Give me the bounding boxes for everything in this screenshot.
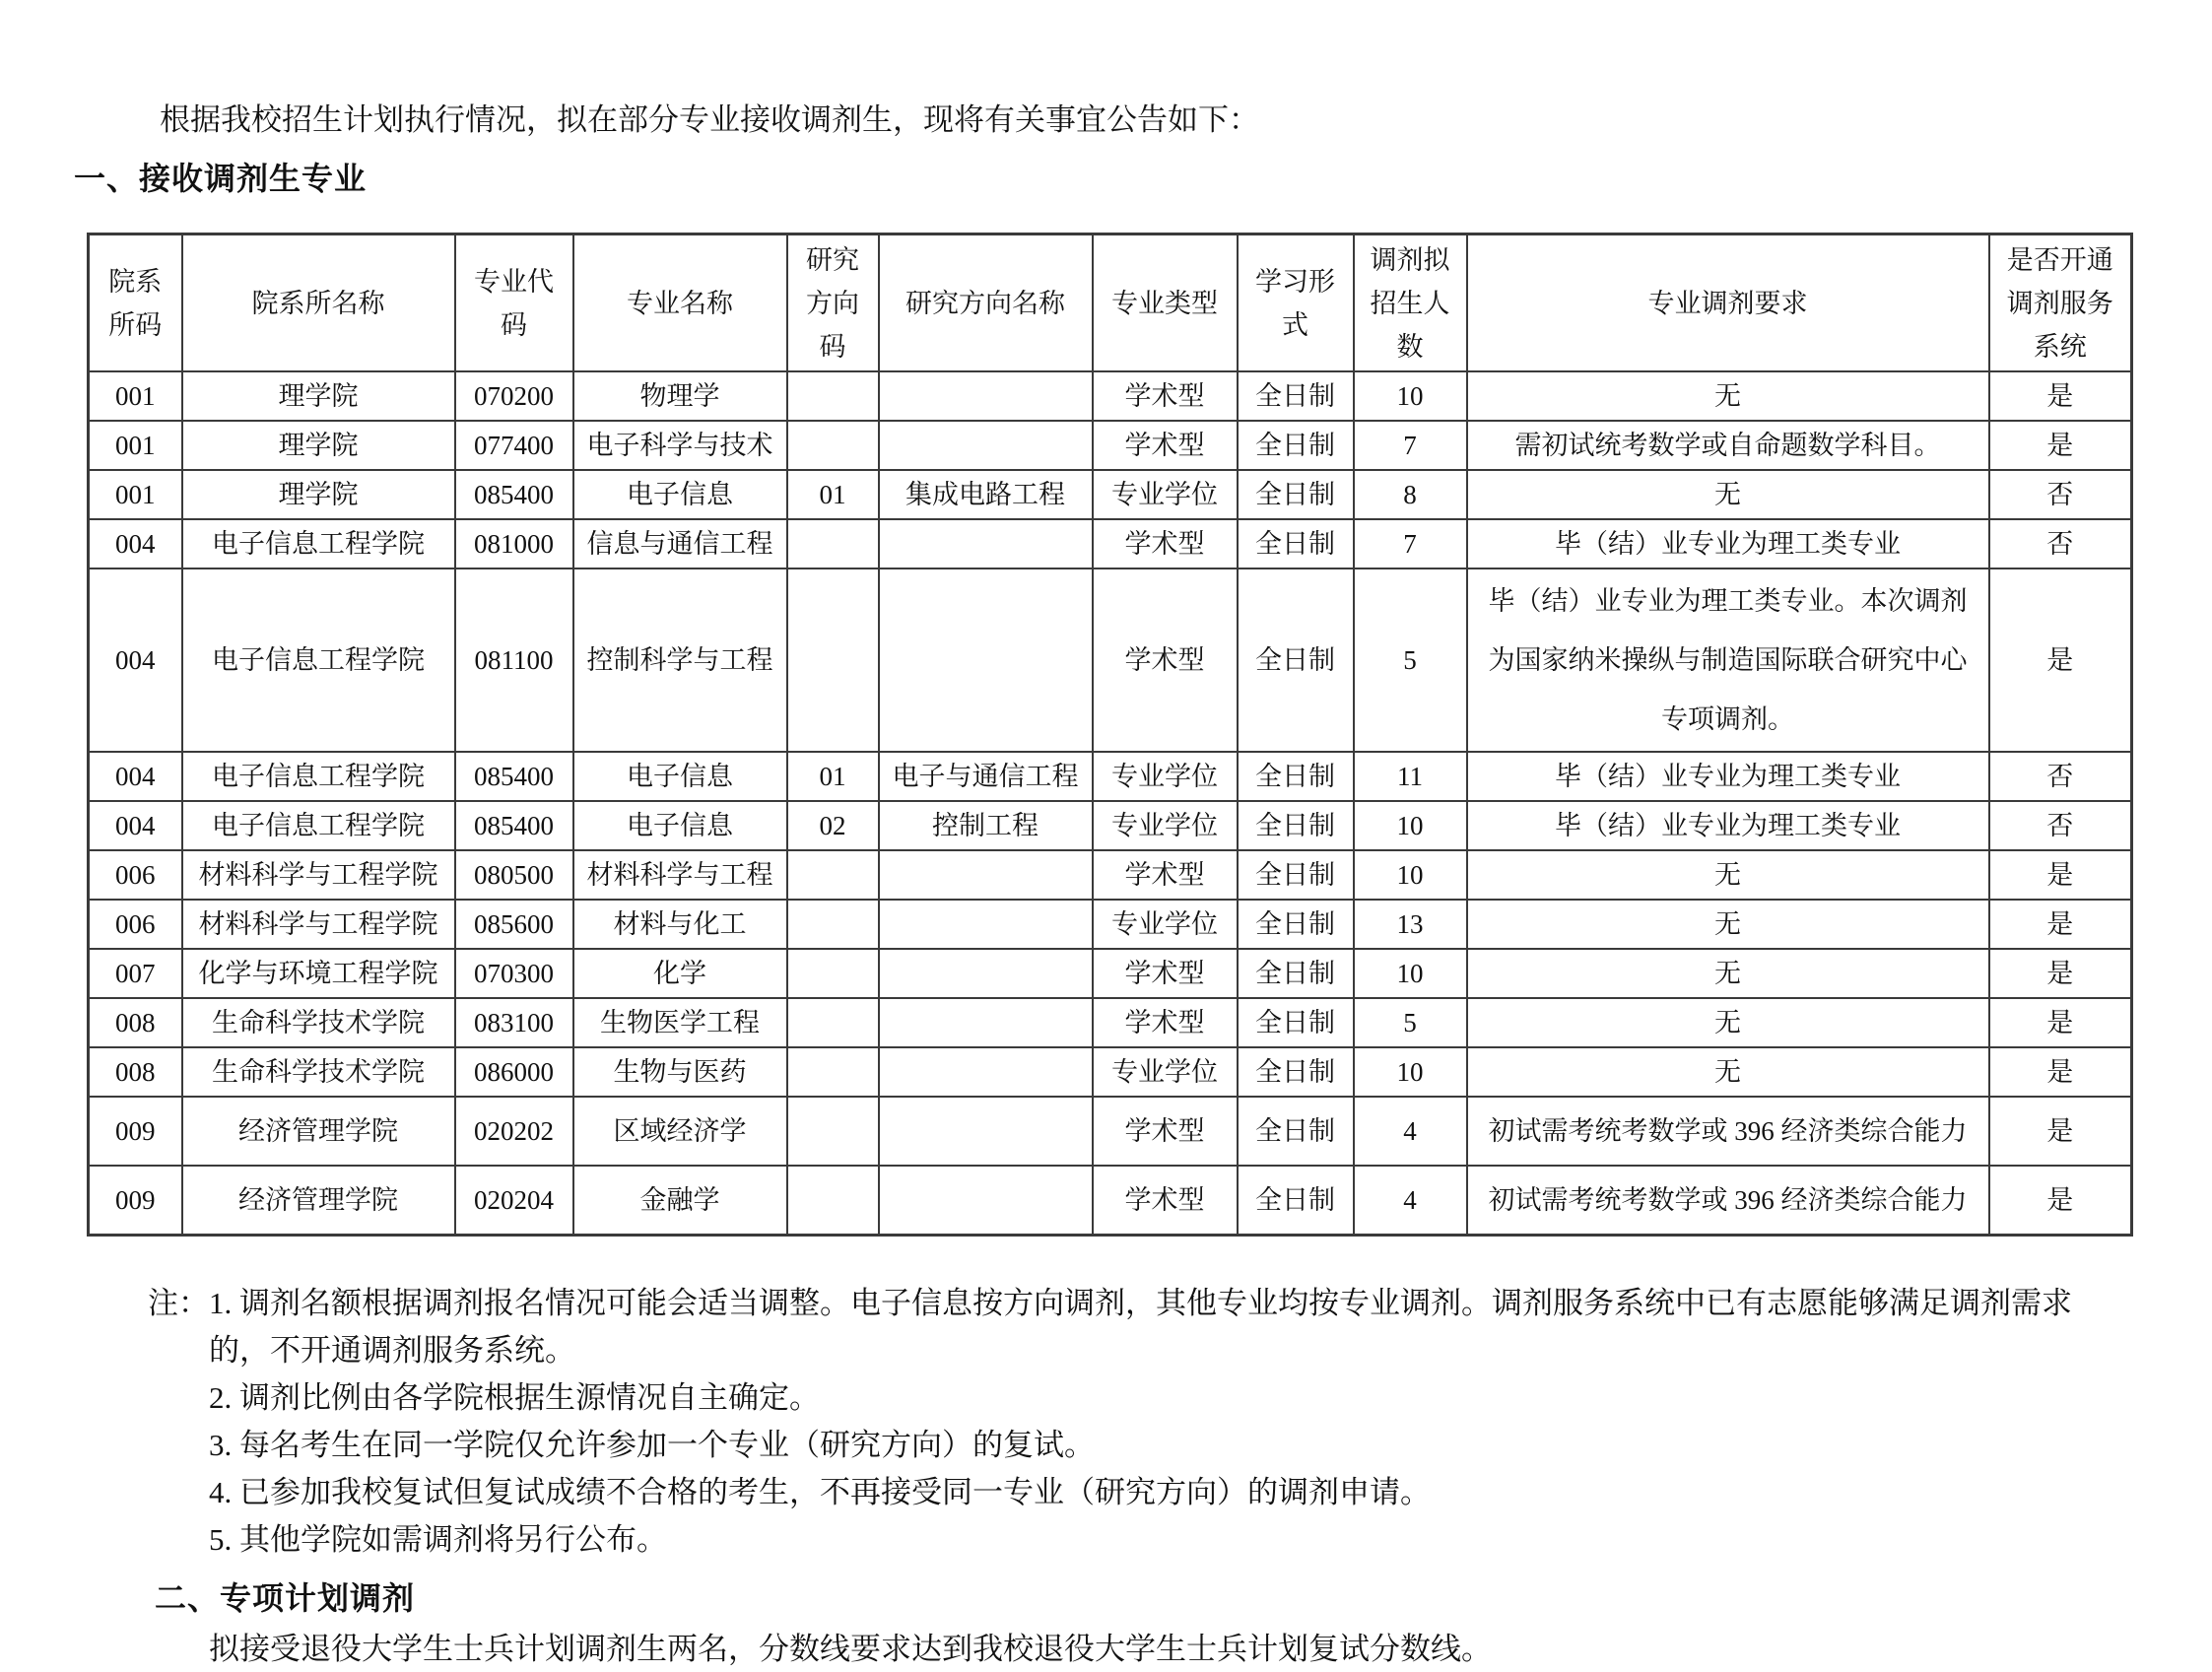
section2-paragraph: 拟接受退役大学生士兵计划调剂生两名，分数线要求达到我校退役大学生士兵计划复试分数线。 xyxy=(209,1632,1492,1666)
table-cell: 020202 xyxy=(455,1097,573,1166)
table-cell xyxy=(879,900,1093,949)
table-cell: 01 xyxy=(787,470,879,519)
table-cell: 电子信息工程学院 xyxy=(182,568,455,752)
table-cell: 电子信息 xyxy=(573,801,787,850)
table-cell: 085400 xyxy=(455,752,573,801)
table-cell: 无 xyxy=(1467,998,1989,1047)
table-cell xyxy=(879,1166,1093,1236)
table-cell xyxy=(787,850,879,900)
table-cell: 化学 xyxy=(573,949,787,998)
table-cell: 7 xyxy=(1354,519,1467,568)
table-cell: 材料科学与工程学院 xyxy=(182,900,455,949)
table-cell: 009 xyxy=(89,1166,182,1236)
table-cell: 13 xyxy=(1354,900,1467,949)
table-cell: 无 xyxy=(1467,900,1989,949)
table-cell: 004 xyxy=(89,568,182,752)
table-cell: 070300 xyxy=(455,949,573,998)
table-cell: 085600 xyxy=(455,900,573,949)
table-cell: 008 xyxy=(89,998,182,1047)
header-cell: 学习形式 xyxy=(1238,234,1354,372)
table-cell xyxy=(787,1097,879,1166)
table-cell: 理学院 xyxy=(182,421,455,470)
note-line-2: 2. 调剂比例由各学院根据生源情况自主确定。 xyxy=(209,1380,820,1415)
table-cell: 是 xyxy=(1989,1166,2132,1236)
table-cell: 初试需考统考数学或 396 经济类综合能力 xyxy=(1467,1166,1989,1236)
table-cell: 专业学位 xyxy=(1093,900,1238,949)
table-header-row xyxy=(89,234,2132,372)
table-cell: 10 xyxy=(1354,949,1467,998)
table-cell: 生物医学工程 xyxy=(573,998,787,1047)
table-cell xyxy=(879,421,1093,470)
table-cell: 10 xyxy=(1354,371,1467,421)
table-cell: 是 xyxy=(1989,371,2132,421)
table-cell: 毕（结）业专业为理工类专业 xyxy=(1467,801,1989,850)
table-cell: 004 xyxy=(89,752,182,801)
note-line-5: 5. 其他学院如需调剂将另行公布。 xyxy=(209,1522,667,1557)
table-cell: 083100 xyxy=(455,998,573,1047)
table-cell: 是 xyxy=(1989,850,2132,900)
table-cell: 区域经济学 xyxy=(573,1097,787,1166)
table-cell: 专业学位 xyxy=(1093,801,1238,850)
table-row xyxy=(89,850,2132,900)
table-row xyxy=(89,421,2132,470)
table-cell: 008 xyxy=(89,1047,182,1097)
table-cell: 全日制 xyxy=(1238,519,1354,568)
table-cell: 学术型 xyxy=(1093,519,1238,568)
header-cell: 调剂拟招生人数 xyxy=(1354,234,1467,372)
table-cell: 10 xyxy=(1354,801,1467,850)
section2-heading: 二、专项计划调剂 xyxy=(155,1580,416,1616)
table-cell: 生命科学技术学院 xyxy=(182,998,455,1047)
table-cell: 学术型 xyxy=(1093,1097,1238,1166)
table-cell: 01 xyxy=(787,752,879,801)
table-cell: 否 xyxy=(1989,801,2132,850)
table-cell: 001 xyxy=(89,470,182,519)
section1-heading: 一、接收调剂生专业 xyxy=(74,161,368,196)
table-cell: 全日制 xyxy=(1238,850,1354,900)
header-cell: 院系所名称 xyxy=(182,234,455,372)
note-line-3: 3. 每名考生在同一学院仅允许参加一个专业（研究方向）的复试。 xyxy=(209,1428,1095,1462)
table-cell: 否 xyxy=(1989,470,2132,519)
table-cell: 全日制 xyxy=(1238,949,1354,998)
table-cell: 081000 xyxy=(455,519,573,568)
table-cell: 材料科学与工程学院 xyxy=(182,850,455,900)
table-cell: 材料与化工 xyxy=(573,900,787,949)
table-cell xyxy=(787,1166,879,1236)
table-cell xyxy=(787,900,879,949)
table-cell: 理学院 xyxy=(182,470,455,519)
table-cell: 经济管理学院 xyxy=(182,1097,455,1166)
table-cell: 毕（结）业专业为理工类专业。本次调剂为国家纳米操纵与制造国际联合研究中心专项调剂。 xyxy=(1467,568,1989,752)
table-cell: 085400 xyxy=(455,801,573,850)
table-cell: 全日制 xyxy=(1238,900,1354,949)
table-cell: 4 xyxy=(1354,1166,1467,1236)
table-cell: 是 xyxy=(1989,1047,2132,1097)
table-cell: 无 xyxy=(1467,1047,1989,1097)
table-cell xyxy=(787,519,879,568)
table-cell: 物理学 xyxy=(573,371,787,421)
table-cell: 电子信息工程学院 xyxy=(182,519,455,568)
table-cell: 无 xyxy=(1467,470,1989,519)
table-cell: 学术型 xyxy=(1093,949,1238,998)
table-row xyxy=(89,1166,2132,1236)
table-cell: 007 xyxy=(89,949,182,998)
table-cell xyxy=(787,1047,879,1097)
table-row xyxy=(89,1097,2132,1166)
table-cell: 是 xyxy=(1989,1097,2132,1166)
header-cell: 院系所码 xyxy=(89,234,182,372)
table-cell: 080500 xyxy=(455,850,573,900)
intro-paragraph: 根据我校招生计划执行情况，拟在部分专业接收调剂生，现将有关事宜公告如下： xyxy=(160,102,1259,137)
note-line-4: 4. 已参加我校复试但复试成绩不合格的考生，不再接受同一专业（研究方向）的调剂申请。 xyxy=(209,1475,1431,1509)
table-cell xyxy=(879,998,1093,1047)
table-cell: 是 xyxy=(1989,421,2132,470)
table-cell: 070200 xyxy=(455,371,573,421)
table-cell: 是 xyxy=(1989,568,2132,752)
table-cell: 金融学 xyxy=(573,1166,787,1236)
table-cell: 全日制 xyxy=(1238,801,1354,850)
header-cell: 专业名称 xyxy=(573,234,787,372)
table-cell: 毕（结）业专业为理工类专业 xyxy=(1467,519,1989,568)
table-cell: 006 xyxy=(89,850,182,900)
table-cell: 信息与通信工程 xyxy=(573,519,787,568)
table-cell: 全日制 xyxy=(1238,470,1354,519)
table-row xyxy=(89,568,2132,752)
table-cell: 否 xyxy=(1989,519,2132,568)
table-row xyxy=(89,371,2132,421)
table-cell: 专业学位 xyxy=(1093,1047,1238,1097)
table-cell: 是 xyxy=(1989,949,2132,998)
table-cell: 全日制 xyxy=(1238,371,1354,421)
table-cell: 学术型 xyxy=(1093,371,1238,421)
header-row xyxy=(89,234,2132,372)
table-cell: 5 xyxy=(1354,998,1467,1047)
table-cell: 077400 xyxy=(455,421,573,470)
table-cell: 集成电路工程 xyxy=(879,470,1093,519)
note-item-1-text: 1. 调剂名额根据调剂报名情况可能会适当调整。电子信息按方向调剂，其他专业均按专业调剂。调剂服务系统中已有志愿能够满足调剂需求的，不开通调剂服务系统。 xyxy=(209,1286,2072,1368)
table-cell xyxy=(787,568,879,752)
table-cell xyxy=(879,1047,1093,1097)
table-row xyxy=(89,752,2132,801)
table-cell: 毕（结）业专业为理工类专业 xyxy=(1467,752,1989,801)
table-cell: 经济管理学院 xyxy=(182,1166,455,1236)
adjustment-majors-table xyxy=(87,233,2133,1237)
table-cell: 全日制 xyxy=(1238,421,1354,470)
table-cell: 全日制 xyxy=(1238,1097,1354,1166)
table-cell: 电子与通信工程 xyxy=(879,752,1093,801)
table-cell: 无 xyxy=(1467,850,1989,900)
notes-label: 注： xyxy=(148,1286,209,1320)
table-cell: 无 xyxy=(1467,949,1989,998)
table-cell xyxy=(879,850,1093,900)
table-cell xyxy=(879,519,1093,568)
table-cell xyxy=(879,568,1093,752)
table-row xyxy=(89,1047,2132,1097)
table-cell: 学术型 xyxy=(1093,850,1238,900)
header-cell: 专业类型 xyxy=(1093,234,1238,372)
table-cell: 电子信息 xyxy=(573,470,787,519)
table-cell: 电子科学与技术 xyxy=(573,421,787,470)
header-cell: 专业代码 xyxy=(455,234,573,372)
table-cell xyxy=(787,949,879,998)
header-cell: 研究方向码 xyxy=(787,234,879,372)
table-cell: 006 xyxy=(89,900,182,949)
table-cell: 10 xyxy=(1354,850,1467,900)
table-cell: 电子信息 xyxy=(573,752,787,801)
table-cell: 5 xyxy=(1354,568,1467,752)
table-cell: 4 xyxy=(1354,1097,1467,1166)
table-cell xyxy=(879,1097,1093,1166)
table-cell: 是 xyxy=(1989,998,2132,1047)
table-cell: 学术型 xyxy=(1093,421,1238,470)
table-cell: 理学院 xyxy=(182,371,455,421)
table-cell: 是 xyxy=(1989,900,2132,949)
table-cell xyxy=(787,998,879,1047)
table-cell: 全日制 xyxy=(1238,752,1354,801)
table-cell: 001 xyxy=(89,421,182,470)
table-cell: 全日制 xyxy=(1238,568,1354,752)
table-cell: 020204 xyxy=(455,1166,573,1236)
table-row xyxy=(89,949,2132,998)
table-cell: 电子信息工程学院 xyxy=(182,752,455,801)
table-cell: 004 xyxy=(89,519,182,568)
table-cell xyxy=(787,371,879,421)
table-cell: 初试需考统考数学或 396 经济类综合能力 xyxy=(1467,1097,1989,1166)
table-cell: 专业学位 xyxy=(1093,752,1238,801)
table-cell: 学术型 xyxy=(1093,568,1238,752)
table-cell: 电子信息工程学院 xyxy=(182,801,455,850)
header-cell: 研究方向名称 xyxy=(879,234,1093,372)
table-cell: 全日制 xyxy=(1238,1166,1354,1236)
table-cell: 11 xyxy=(1354,752,1467,801)
table-cell: 全日制 xyxy=(1238,1047,1354,1097)
note-line-1 xyxy=(148,1280,2111,1374)
table-row xyxy=(89,519,2132,568)
table-cell: 生命科学技术学院 xyxy=(182,1047,455,1097)
table-row xyxy=(89,900,2132,949)
table-row xyxy=(89,801,2132,850)
table-cell: 生物与医药 xyxy=(573,1047,787,1097)
table-cell xyxy=(879,371,1093,421)
table-cell: 材料科学与工程 xyxy=(573,850,787,900)
table-cell: 化学与环境工程学院 xyxy=(182,949,455,998)
header-cell: 专业调剂要求 xyxy=(1467,234,1989,372)
table-row xyxy=(89,470,2132,519)
table-cell: 085400 xyxy=(455,470,573,519)
table-cell: 无 xyxy=(1467,371,1989,421)
table-cell: 控制科学与工程 xyxy=(573,568,787,752)
table-cell: 8 xyxy=(1354,470,1467,519)
table-cell: 学术型 xyxy=(1093,998,1238,1047)
header-cell: 是否开通调剂服务系统 xyxy=(1989,234,2132,372)
table-cell: 004 xyxy=(89,801,182,850)
table-cell: 001 xyxy=(89,371,182,421)
table-cell: 学术型 xyxy=(1093,1166,1238,1236)
table-cell: 086000 xyxy=(455,1047,573,1097)
table-body xyxy=(89,371,2132,1236)
notes-section xyxy=(148,1280,2111,1564)
table-cell: 10 xyxy=(1354,1047,1467,1097)
table-cell: 需初试统考数学或自命题数学科目。 xyxy=(1467,421,1989,470)
table-cell: 控制工程 xyxy=(879,801,1093,850)
table-cell: 02 xyxy=(787,801,879,850)
table-cell: 否 xyxy=(1989,752,2132,801)
table-cell: 全日制 xyxy=(1238,998,1354,1047)
table-cell: 7 xyxy=(1354,421,1467,470)
table-cell xyxy=(879,949,1093,998)
table-cell: 081100 xyxy=(455,568,573,752)
table-cell: 专业学位 xyxy=(1093,470,1238,519)
table-row xyxy=(89,998,2132,1047)
table-cell: 009 xyxy=(89,1097,182,1166)
table-cell xyxy=(787,421,879,470)
